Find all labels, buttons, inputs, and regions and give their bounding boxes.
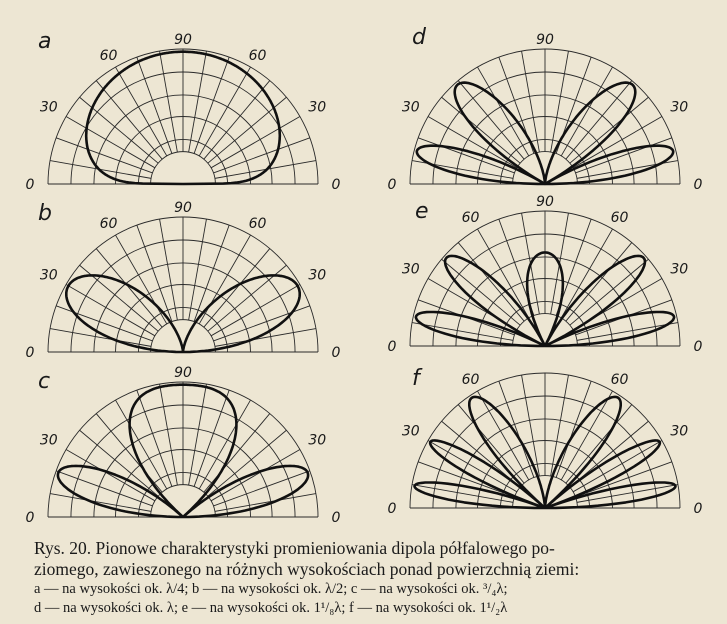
grid-radial: [213, 138, 309, 173]
tick-right30: 30: [670, 423, 689, 440]
tick-left0: 0: [25, 510, 35, 526]
panel-letter-d: d: [412, 25, 426, 50]
grid-radial: [575, 138, 671, 173]
caption-line-2: ziomego, zawieszonego na różnych wysokościach ponad powierzchnią ziemi:: [34, 559, 580, 579]
tick-left30: 30: [39, 432, 58, 449]
grid-radial: [137, 57, 172, 153]
tick-left60: 60: [461, 371, 480, 388]
tick-right30: 30: [308, 99, 327, 116]
tick-right0: 0: [693, 501, 703, 517]
grid-radial: [194, 57, 229, 153]
panel-e: [388, 194, 703, 355]
grid-radial: [418, 138, 514, 173]
tick-right0: 0: [693, 177, 703, 193]
tick-left60: 60: [461, 209, 480, 226]
grid-radial: [213, 471, 309, 506]
tick-top90: 90: [174, 365, 192, 381]
grid-radial: [215, 494, 316, 512]
tick-left30: 30: [401, 99, 420, 116]
tick-left60: 60: [99, 215, 118, 232]
tick-right60: 60: [248, 47, 267, 64]
tick-left0: 0: [387, 501, 397, 517]
grid-radial: [215, 329, 316, 347]
tick-top90: 90: [174, 200, 192, 216]
grid-radial: [137, 225, 172, 321]
grid-radial: [50, 494, 151, 512]
tick-right0: 0: [331, 345, 341, 361]
grid-radial: [56, 471, 152, 506]
tick-right60: 60: [610, 209, 629, 226]
grid-radial: [499, 381, 534, 477]
panel-c: [26, 365, 341, 526]
grid-radial: [194, 225, 229, 321]
panel-b: [26, 200, 341, 361]
grid-radial: [189, 219, 207, 320]
grid-radial: [50, 329, 151, 347]
tick-left30: 30: [401, 261, 420, 278]
tick-left30: 30: [39, 99, 58, 116]
tick-left60: 60: [99, 47, 118, 64]
grid-radial: [189, 384, 207, 485]
caption-line-1: Rys. 20. Pionowe charakterystyki promieniowania dipola półfalowego po-: [34, 538, 555, 558]
grid-radial: [160, 219, 178, 320]
figure-caption: [34, 538, 722, 618]
tick-left30: 30: [401, 423, 420, 440]
grid-radial: [575, 462, 671, 497]
panel-letter-a: a: [38, 29, 52, 54]
grid-radial: [551, 51, 569, 152]
caption-line-3: a — na wysokości ok. λ/4; b — na wysokości ok. λ/2; c — na wysokości ok. ³/₄λ;: [34, 581, 508, 597]
panel-d: [388, 25, 703, 193]
tick-right30: 30: [670, 261, 689, 278]
caption-line-4: d — na wysokości ok. λ; e — na wysokości ok. 1¹/₈λ; f — na wysokości ok. 1¹/₂λ: [34, 600, 508, 616]
grid-radial: [189, 51, 207, 152]
panel-a: [26, 29, 341, 193]
panel-letter-c: c: [38, 369, 51, 394]
panel-f: [388, 366, 703, 517]
tick-left0: 0: [25, 345, 35, 361]
tick-right60: 60: [610, 371, 629, 388]
tick-top90: 90: [174, 32, 192, 48]
tick-top90: 90: [536, 194, 554, 210]
tick-left30: 30: [39, 267, 58, 284]
tick-right30: 30: [670, 99, 689, 116]
grid-radial: [56, 138, 152, 173]
grid-radial: [137, 390, 172, 486]
tick-right0: 0: [331, 177, 341, 193]
tick-left0: 0: [25, 177, 35, 193]
panel-letter-e: e: [415, 199, 429, 224]
grid-radial: [522, 51, 540, 152]
panel-letter-b: b: [38, 201, 52, 226]
grid-radial: [160, 51, 178, 152]
tick-right30: 30: [308, 267, 327, 284]
tick-left0: 0: [387, 177, 397, 193]
tick-left0: 0: [387, 339, 397, 355]
grid-radial: [556, 381, 591, 477]
tick-right0: 0: [331, 510, 341, 526]
tick-top90: 90: [536, 32, 554, 48]
tick-right0: 0: [693, 339, 703, 355]
panel-letter-f: f: [412, 366, 420, 391]
grid-radial: [194, 390, 229, 486]
grid-radial: [418, 462, 514, 497]
tick-right60: 60: [248, 215, 267, 232]
tick-right30: 30: [308, 432, 327, 449]
grid-radial: [160, 384, 178, 485]
